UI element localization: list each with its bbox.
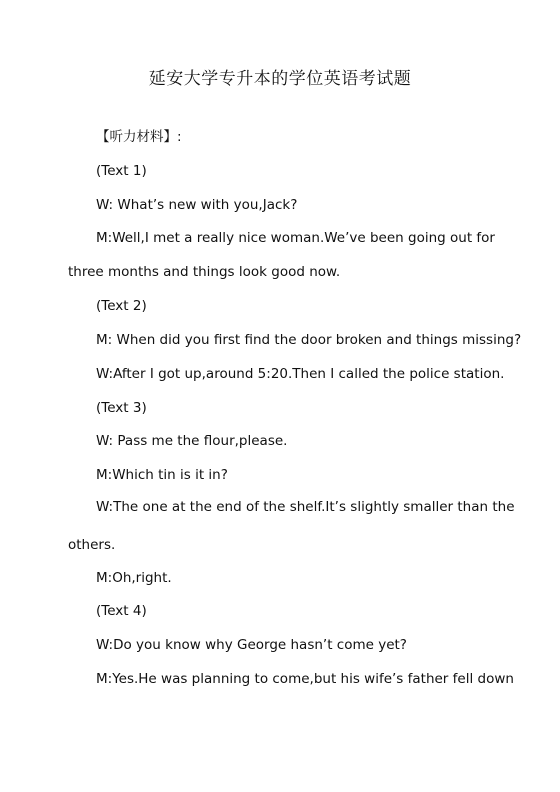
- dialogue-line: W:Do you know why George hasn’t come yet?: [96, 637, 407, 653]
- dialogue-line: M: When did you first find the door broken and things missing?: [96, 332, 522, 348]
- text-heading: (Text 4): [96, 603, 147, 619]
- dialogue-line: W: Pass me the flour,please.: [96, 433, 288, 449]
- dialogue-line: M:Well,I met a really nice woman.We’ve been going out for: [96, 230, 495, 246]
- dialogue-line-continued: three months and things look good now.: [68, 264, 341, 280]
- text-heading: (Text 3): [96, 400, 147, 416]
- dialogue-line: M:Which tin is it in?: [96, 467, 228, 483]
- dialogue-line: M:Oh,right.: [96, 570, 172, 586]
- document-title: 延安大学专升本的学位英语考试题: [148, 69, 412, 89]
- dialogue-line: W:After I got up,around 5:20.Then I called the police station.: [96, 366, 505, 382]
- dialogue-line: M:Yes.He was planning to come,but his wife’s father fell down: [96, 671, 514, 687]
- text-heading: (Text 2): [96, 298, 147, 314]
- dialogue-line-continued: others.: [68, 537, 116, 553]
- text-heading: (Text 1): [96, 163, 147, 179]
- section-label: 【听力材料】:: [96, 129, 182, 145]
- dialogue-line: W:The one at the end of the shelf.It’s slightly smaller than the: [96, 499, 515, 515]
- dialogue-line: W: What’s new with you,Jack?: [96, 197, 298, 213]
